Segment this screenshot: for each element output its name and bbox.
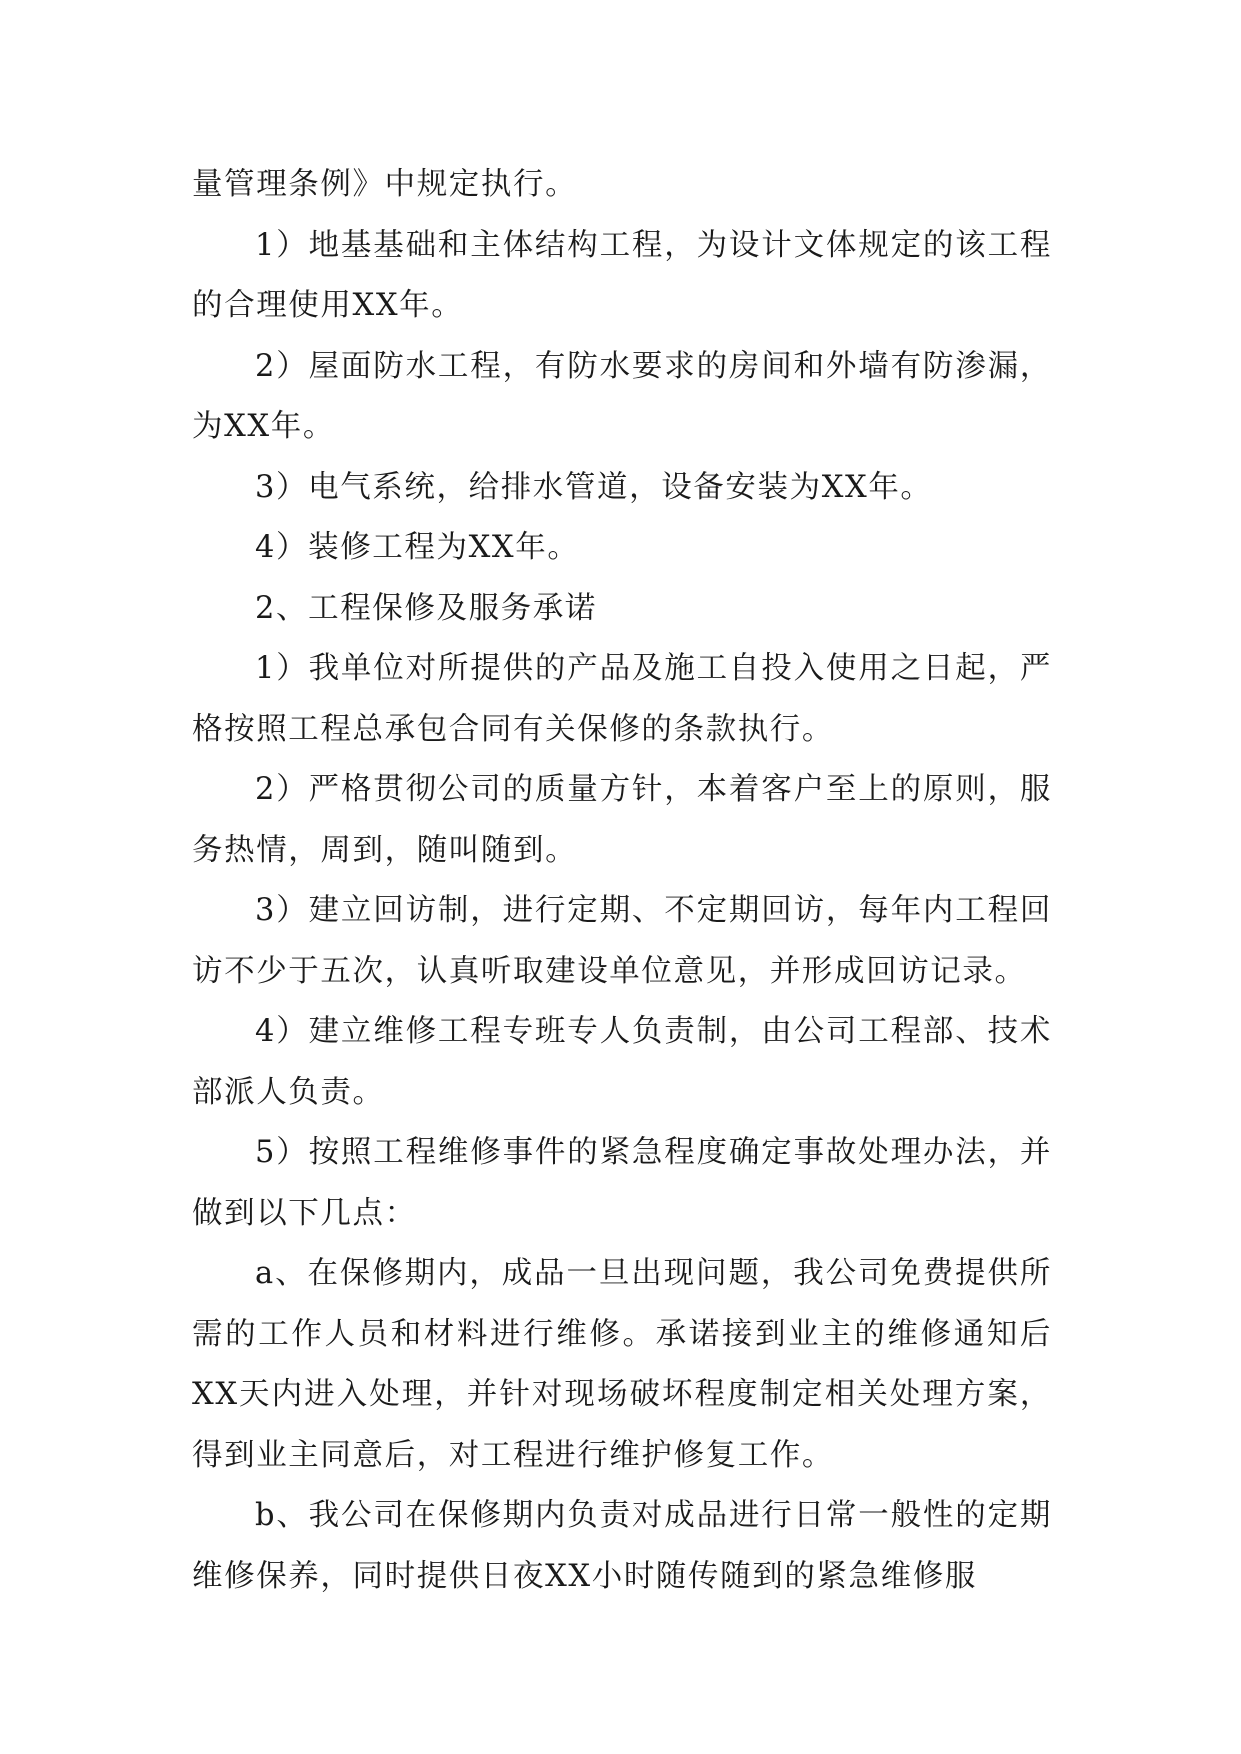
paragraph-commitment-2: 2）严格贯彻公司的质量方针，本着客户至上的原则，服务热情，周到，随叫随到。 xyxy=(192,772,1052,868)
paragraph-commitment-3: 3）建立回访制，进行定期、不定期回访，每年内工程回访不少于五次，认真听取建设单位意见，并形成回访记录。 xyxy=(192,893,1052,989)
document-body xyxy=(192,155,1052,1607)
paragraph-item-b: b、我公司在保修期内负责对成品进行日常一般性的定期维修保养，同时提供日夜XX小时随传随到的紧急维修服 xyxy=(192,1498,1052,1594)
section-heading-service-commitment: 2、工程保修及服务承诺 xyxy=(255,590,598,626)
paragraph-commitment-5: 5）按照工程维修事件的紧急程度确定事故处理办法，并做到以下几点： xyxy=(192,1135,1052,1231)
paragraph-foundation-warranty: 1）地基基础和主体结构工程，为设计文体规定的该工程的合理使用XX年。 xyxy=(192,227,1052,323)
paragraph-commitment-4: 4）建立维修工程专班专人负责制，由公司工程部、技术部派人负责。 xyxy=(192,1014,1052,1110)
paragraph-decoration-warranty: 4）装修工程为XX年。 xyxy=(255,530,580,565)
paragraph-continuation: 量管理条例》中规定执行。 xyxy=(192,167,578,202)
paragraph-electrical-warranty: 3）电气系统，给排水管道，设备安装为XX年。 xyxy=(255,469,933,505)
paragraph-roof-waterproof-warranty: 2）屋面防水工程，有防水要求的房间和外墙有防渗漏，为XX年。 xyxy=(192,348,1052,444)
paragraph-commitment-1: 1）我单位对所提供的产品及施工自投入使用之日起，严格按照工程总承包合同有关保修的条款执行。 xyxy=(192,651,1052,747)
paragraph-item-a: a、在保修期内，成品一旦出现问题，我公司免费提供所需的工作人员和材料进行维修。承诺接到业主的维修通知后XX天内进入处理，并针对现场破坏程度制定相关处理方案，得到业主同意后，对工程进行维护修复工作。 xyxy=(192,1256,1052,1473)
